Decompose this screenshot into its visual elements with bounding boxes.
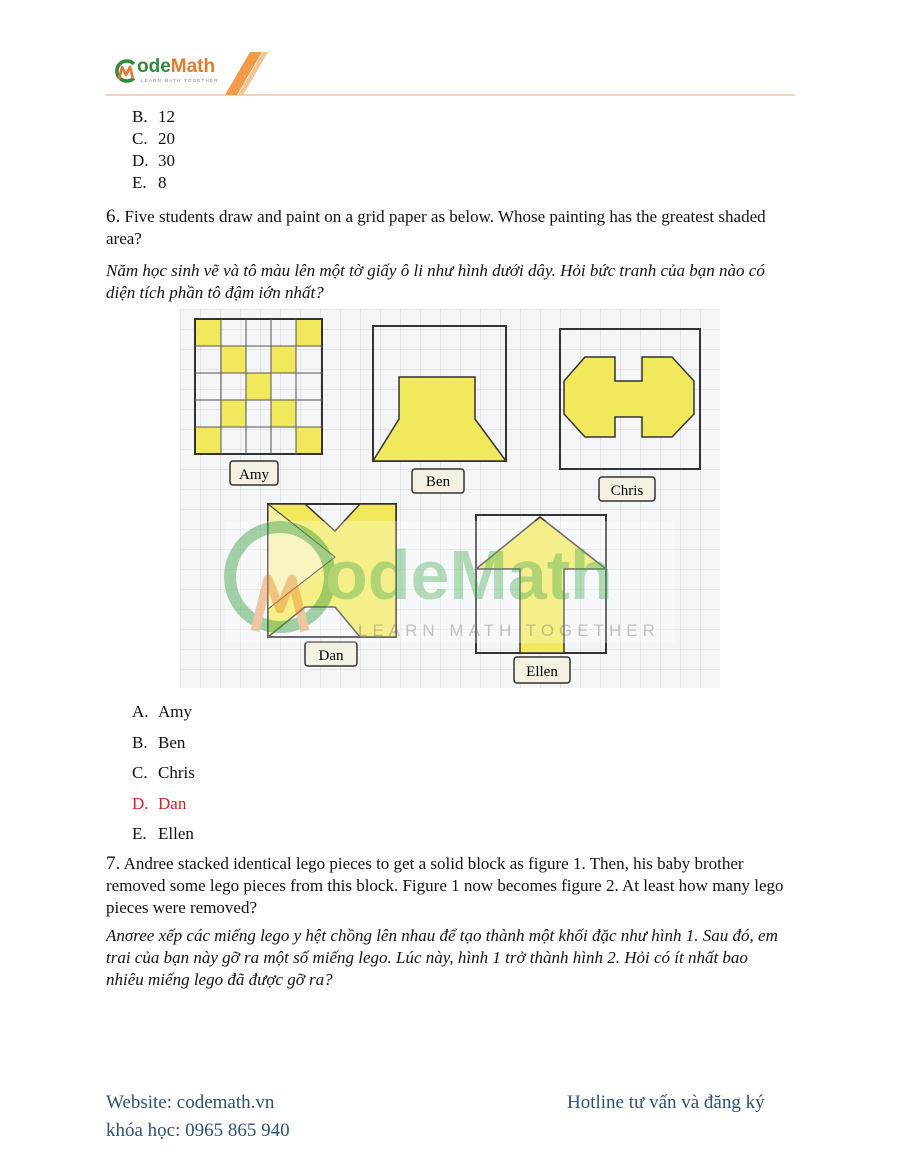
option-text: 12 xyxy=(158,107,175,126)
page-content xyxy=(106,106,796,304)
option-text: 30 xyxy=(158,151,175,170)
option-text: Chris xyxy=(158,763,195,782)
watermark-text: odeMath xyxy=(325,536,613,614)
codemath-watermark xyxy=(225,521,675,643)
option-letter: E. xyxy=(132,173,147,192)
prev-option-d xyxy=(106,150,796,172)
logo-text-main: ode xyxy=(137,56,171,77)
prev-option-b xyxy=(106,106,796,128)
option-e[interactable] xyxy=(106,823,195,854)
option-letter: D. xyxy=(132,151,149,170)
footer-left xyxy=(106,1089,290,1145)
question-6-text xyxy=(106,206,796,250)
option-text: 8 xyxy=(158,173,167,192)
figure-label-chris: Chris xyxy=(610,483,644,499)
footer-course-phone: khóa học: 0965 865 940 xyxy=(106,1120,290,1141)
option-b[interactable] xyxy=(106,732,195,763)
option-letter: B. xyxy=(132,732,148,752)
figure-label-dan: Dan xyxy=(318,648,344,664)
option-letter: C. xyxy=(132,129,148,148)
option-text: Ellen xyxy=(158,824,194,843)
question-7-text-vi: Anσree xếp các miếng lego y hệt chồng lên nhau để tạo thành một khối đặc như hình 1. Sau đó, em trai của bạn này gỡ ra một số miếng lego. Lúc này, hình 1 trở thành hình 2. Hỏi có ít nhất bao nhiêu miếng lego đã được gỡ ra? xyxy=(106,926,778,989)
logo-text-accent: Math xyxy=(170,56,216,77)
question-6-text-vi: Năm học sinh vẽ và tô màu lên một tờ giấy ô li như hình dưới dây. Hỏi bức tranh của bạn nào có diện tích phần tô đậm iớn nhất? xyxy=(106,261,765,302)
prev-option-c xyxy=(106,128,796,150)
option-letter: E. xyxy=(132,824,147,843)
question-text-en: Five students draw and paint on a grid paper as below. Whose painting has the greatest shaded area? xyxy=(106,207,766,248)
question-text-en: Andree stacked identical lego pieces to get a solid block as figure 1. Then, his baby brother removed some lego pieces from this block. Figure 1 now becomes figure 2. At least how many lego pieces were removed? xyxy=(106,854,784,917)
figure-label-ellen: Ellen xyxy=(526,664,558,680)
question-7 xyxy=(106,853,786,991)
question-6-options xyxy=(106,701,195,854)
option-letter: C. xyxy=(132,763,148,782)
option-text: 20 xyxy=(158,129,175,148)
question-6-figure xyxy=(180,309,720,688)
option-text: Ben xyxy=(158,732,186,752)
option-d-correct[interactable] xyxy=(106,793,195,824)
option-letter: A. xyxy=(132,702,149,721)
watermark-tagline: LEARN MATH TOGETHER xyxy=(358,621,660,640)
figure-label-ben: Ben xyxy=(425,474,451,490)
footer-website[interactable]: Website: codemath.vn xyxy=(106,1092,275,1113)
question-number: 7. xyxy=(106,853,121,874)
figure-label-amy: Amy xyxy=(239,467,269,483)
question-7-text xyxy=(106,853,786,919)
footer-hotline: Hotline tư vấn và đăng ký xyxy=(567,1092,765,1113)
option-letter: D. xyxy=(132,793,149,813)
option-text: Amy xyxy=(158,702,192,721)
option-a[interactable] xyxy=(106,701,195,732)
option-text: Dan xyxy=(158,793,187,813)
page-header xyxy=(0,0,900,100)
question-number: 6. xyxy=(106,206,121,227)
logo-c-icon xyxy=(113,58,139,84)
prev-option-e xyxy=(106,172,796,194)
option-c[interactable] xyxy=(106,762,195,793)
option-letter: B. xyxy=(132,107,148,126)
logo-tagline: LEARN MATH TOGETHER xyxy=(141,78,219,83)
